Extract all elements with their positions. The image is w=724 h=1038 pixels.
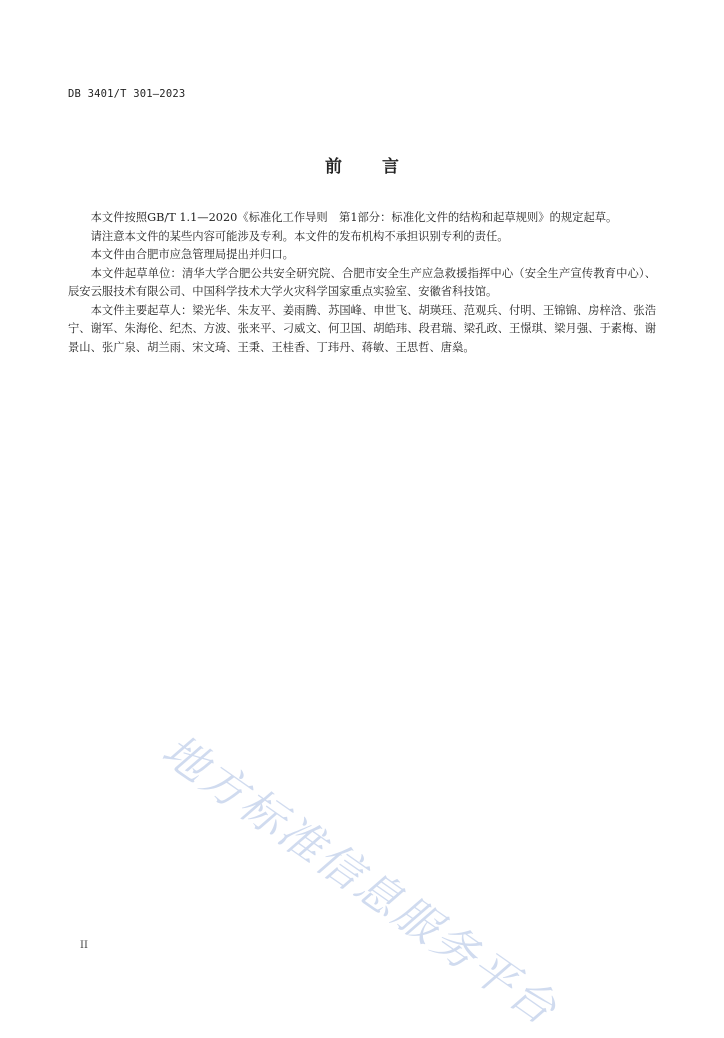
watermark-text: 地方标准信息服务平台 (152, 724, 568, 1037)
paragraph-drafting-units: 本文件起草单位：清华大学合肥公共安全研究院、合肥市安全生产应急救援指挥中心（安全生产宣传教育中心）、辰安云服技术有限公司、中国科学技术大学火灾科学国家重点实验室、安徽省科技馆。 (68, 266, 656, 298)
page-number: II (80, 940, 88, 951)
paragraph-drafters: 本文件主要起草人：梁光华、朱友平、姜雨腾、苏国峰、申世飞、胡瑛珏、范观兵、付明、王锦锦、房梓浛、张浩宁、谢军、朱海伦、纪杰、方波、张来平、刁威文、何卫国、胡皓玮、段君瑞、梁孔政、王憬琪、梁月强、于素梅、谢景山、张广泉、胡兰雨、宋文琦、王秉、王桂香、丁玮丹、蒋敏、王思哲、唐燊。 (68, 303, 656, 354)
standard-number: DB 3401/T 301—2023 (68, 88, 186, 100)
foreword-body (68, 209, 656, 357)
paragraph-proposer: 本文件由合肥市应急管理局提出并归口。 (90, 248, 294, 261)
page-title: 前言 (325, 157, 439, 177)
paragraph-patent-notice: 请注意本文件的某些内容可能涉及专利。本文件的发布机构不承担识别专利的责任。 (90, 229, 509, 243)
paragraph-drafting-rules: 本文件按照GB/T 1.1—2020《标准化工作导则 第1部分：标准化文件的结构和起草规则》的规定起草。 (90, 211, 618, 224)
